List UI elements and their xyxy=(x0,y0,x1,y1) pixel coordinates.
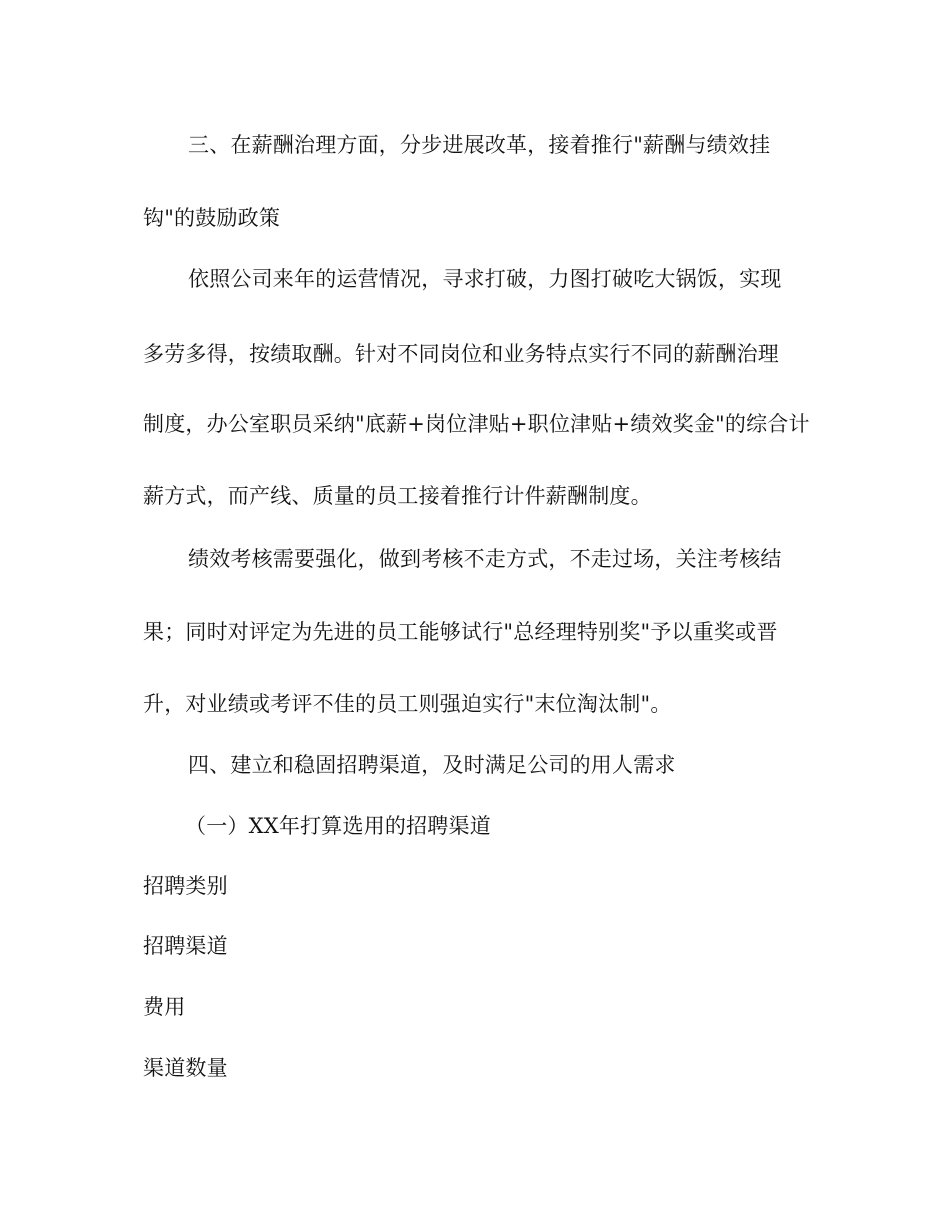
paragraph-performance-line-1: 绩效考核需要强化，做到考核不走方式，不走过场，关注考核结 xyxy=(188,547,782,571)
paragraph-salary-line-1: 依照公司来年的运营情况，寻求打破，力图打破吃大锅饭，实现 xyxy=(188,267,782,291)
section-three-heading-line-1: 三、在薪酬治理方面，分步进展改革，接着推行"薪酬与绩效挂 xyxy=(188,133,771,157)
subsection-one-heading: （一）XX年打算选用的招聘渠道 xyxy=(185,814,491,838)
paragraph-performance-line-3: 升，对业绩或考评不佳的员工则强迫实行"末位淘汰制"。 xyxy=(143,692,672,716)
paragraph-salary-line-4: 薪方式，而产线、质量的员工接着推行计件薪酬制度。 xyxy=(143,484,652,508)
section-three-heading-line-2: 钩"的鼓励政策 xyxy=(143,206,281,230)
paragraph-salary-line-2: 多劳多得，按绩取酬。针对不同岗位和业务特点实行不同的薪酬治理 xyxy=(143,342,779,366)
recruitment-channel-label: 招聘渠道 xyxy=(143,934,228,958)
channel-count-label: 渠道数量 xyxy=(143,1056,228,1080)
paragraph-performance-line-2: 果；同时对评定为先进的员工能够试行"总经理特别奖"予以重奖或晋 xyxy=(143,620,778,644)
paragraph-salary-line-3: 制度，办公室职员采纳"底薪+岗位津贴+职位津贴+绩效奖金"的综合计 xyxy=(143,412,810,436)
recruitment-category-label: 招聘类别 xyxy=(143,874,228,898)
section-four-heading: 四、建立和稳固招聘渠道，及时满足公司的用人需求 xyxy=(188,753,676,777)
cost-label: 费用 xyxy=(143,995,186,1019)
